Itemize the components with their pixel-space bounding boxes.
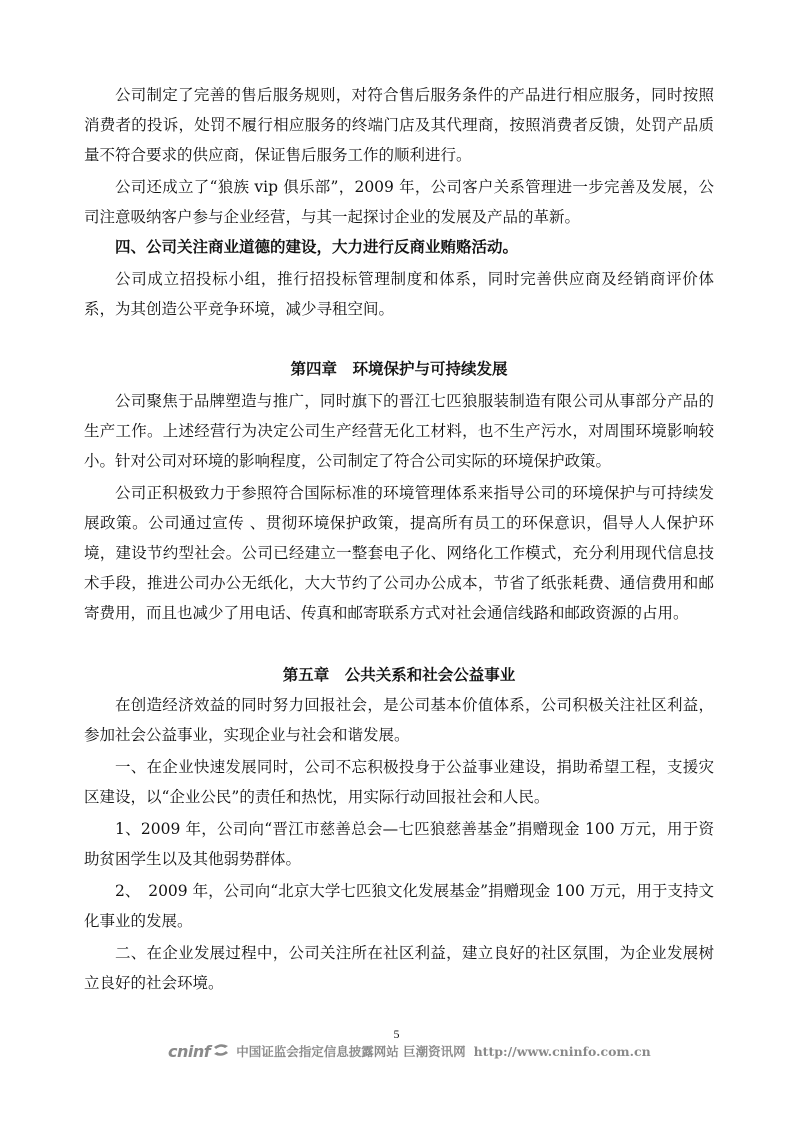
- paragraph-pr-3: 1、2009 年，公司向“晋江市慈善总会—七匹狼慈善基金”捐赠现金 100 万元，用于资助贫困学生以及其他弱势群体。: [84, 820, 714, 868]
- paragraph-pr-1: 在创造经济效益的同时努力回报社会，是公司基本价值体系，公司积极关注社区利益，参加社会公益事业，实现企业与社会和谐发展。: [84, 696, 714, 744]
- chapter-4-title: 第四章 环境保护与可持续发展: [290, 360, 508, 378]
- paragraph-env-1: 公司聚焦于品牌塑造与推广，同时旗下的晋江七匹狼服装制造有限公司从事部分产品的生产工作。上述经营行为决定公司生产经营无化工材料，也不生产污水，对周围环境影响较小。针对公司对环境的影响程度，公司制定了符合公司实际的环境保护政策。: [84, 392, 714, 470]
- page-number: 5: [393, 1027, 400, 1041]
- paragraph-pr-4: 2、 2009 年，公司向“北京大学七匹狼文化发展基金”捐赠现金 100 万元，用于支持文化事业的发展。: [84, 882, 714, 930]
- paragraph-env-2: 公司正积极致力于参照符合国际标准的环境管理体系来指导公司的环境保护与可持续发展政策。公司通过宣传 、贯彻环境保护政策，提高所有员工的环保意识，倡导人人保护环境，建设节约型社会。公司已经建立一整套电子化、网络化工作模式，充分利用现代信息技术手段，推进公司办公无纸化，大大节约了公司办公成本，节省了纸张耗费、通信费用和邮寄费用，而且也减少了用电话、传真和邮寄联系方式对社会通信线路和邮政资源的占用。: [84, 484, 714, 622]
- footer: [168, 1040, 651, 1062]
- paragraph-pr-2: 一、在企业快速发展同时，公司不忘积极投身于公益事业建设，捐助希望工程，支援灾区建设，以“企业公民”的责任和热忱，用实际行动回报社会和人民。: [84, 758, 714, 806]
- paragraph-vip-club: 公司还成立了“狼族 vip 俱乐部”，2009 年，公司客户关系管理进一步完善及发展，公司注意吸纳客户参与企业经营，与其一起探讨企业的发展及产品的革新。: [84, 178, 714, 226]
- paragraph-bidding: 公司成立招投标小组，推行招投标管理制度和体系，同时完善供应商及经销商评价体系，为其创造公平竞争环境，减少寻租空间。: [84, 270, 714, 318]
- footer-site-name: 中国证监会指定信息披露网站 巨潮资讯网: [236, 1044, 466, 1059]
- chapter-5-title: 第五章 公共关系和社会公益事业: [282, 666, 516, 684]
- paragraph-after-sales: 公司制定了完善的售后服务规则，对符合售后服务条件的产品进行相应服务，同时按照消费者的投诉，处罚不履行相应服务的终端门店及其代理商，按照消费者反馈，处罚产品质量不符合要求的供应商，保证售后服务工作的顺利进行。: [84, 86, 714, 164]
- cninf-logo-icon: [212, 1042, 230, 1061]
- cninf-logo-text: cninf: [168, 1041, 211, 1061]
- paragraph-pr-5: 二、在企业发展过程中，公司关注所在社区利益，建立良好的社区氛围，为企业发展树立良好的社会环境。: [84, 944, 714, 992]
- footer-url[interactable]: http://www.cninfo.com.cn: [473, 1043, 651, 1059]
- section-heading-business-ethics: 四、公司关注商业道德的建设，大力进行反商业贿赂活动。: [115, 238, 519, 256]
- page-content: [84, 80, 714, 998]
